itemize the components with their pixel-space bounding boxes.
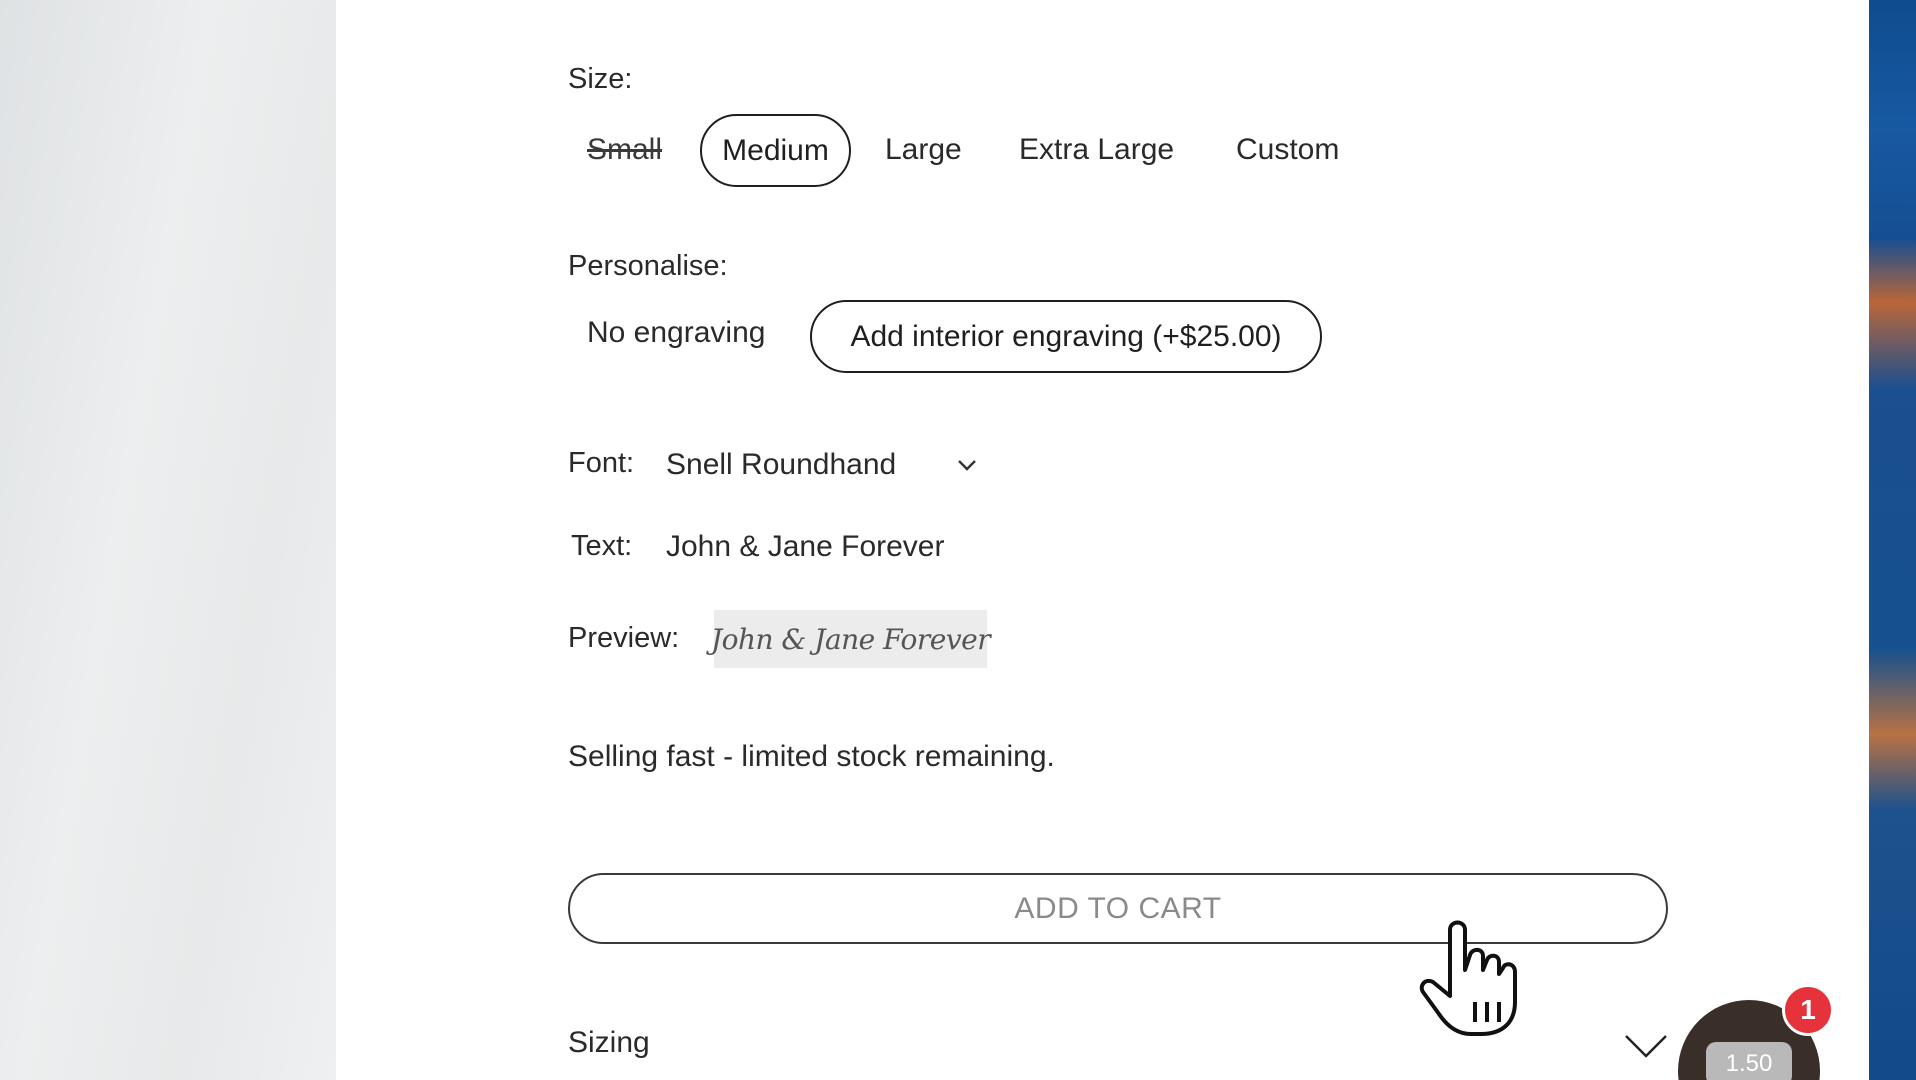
font-select[interactable] <box>666 440 996 490</box>
sizing-label: Sizing <box>568 1026 650 1059</box>
size-option-extra-large[interactable]: Extra Large <box>1019 133 1175 166</box>
chat-notification-badge: 1 <box>1782 984 1834 1036</box>
engraving-preview: John & Jane Forever <box>714 610 987 668</box>
preview-label: Preview: <box>568 622 680 654</box>
text-label: Text: <box>571 530 633 562</box>
chevron-down-icon <box>956 458 978 472</box>
font-select-value: Snell Roundhand <box>666 448 897 481</box>
personalise-option-no-engraving[interactable]: No engraving <box>587 316 766 349</box>
add-to-cart-button[interactable]: ADD TO CART <box>568 873 1668 944</box>
font-label: Font: <box>568 447 635 479</box>
size-option-large[interactable]: Large <box>885 133 962 166</box>
personalise-option-add-engraving[interactable]: Add interior engraving (+$25.00) <box>810 300 1322 373</box>
size-option-custom[interactable]: Custom <box>1236 133 1340 166</box>
size-option-small[interactable]: Small <box>587 133 663 166</box>
size-option-medium[interactable]: Medium <box>700 114 851 187</box>
personalise-label: Personalise: <box>568 250 728 282</box>
size-label: Size: <box>568 63 633 95</box>
desktop-wallpaper-strip <box>1869 0 1916 1080</box>
sizing-accordion[interactable] <box>568 1020 1672 1070</box>
background-left <box>0 0 336 1080</box>
chevron-down-icon <box>1624 1034 1668 1058</box>
engraving-text-input[interactable]: John & Jane Forever <box>666 530 945 563</box>
stock-message: Selling fast - limited stock remaining. <box>568 740 1055 773</box>
chat-widget-label: 1.50 <box>1706 1042 1792 1080</box>
